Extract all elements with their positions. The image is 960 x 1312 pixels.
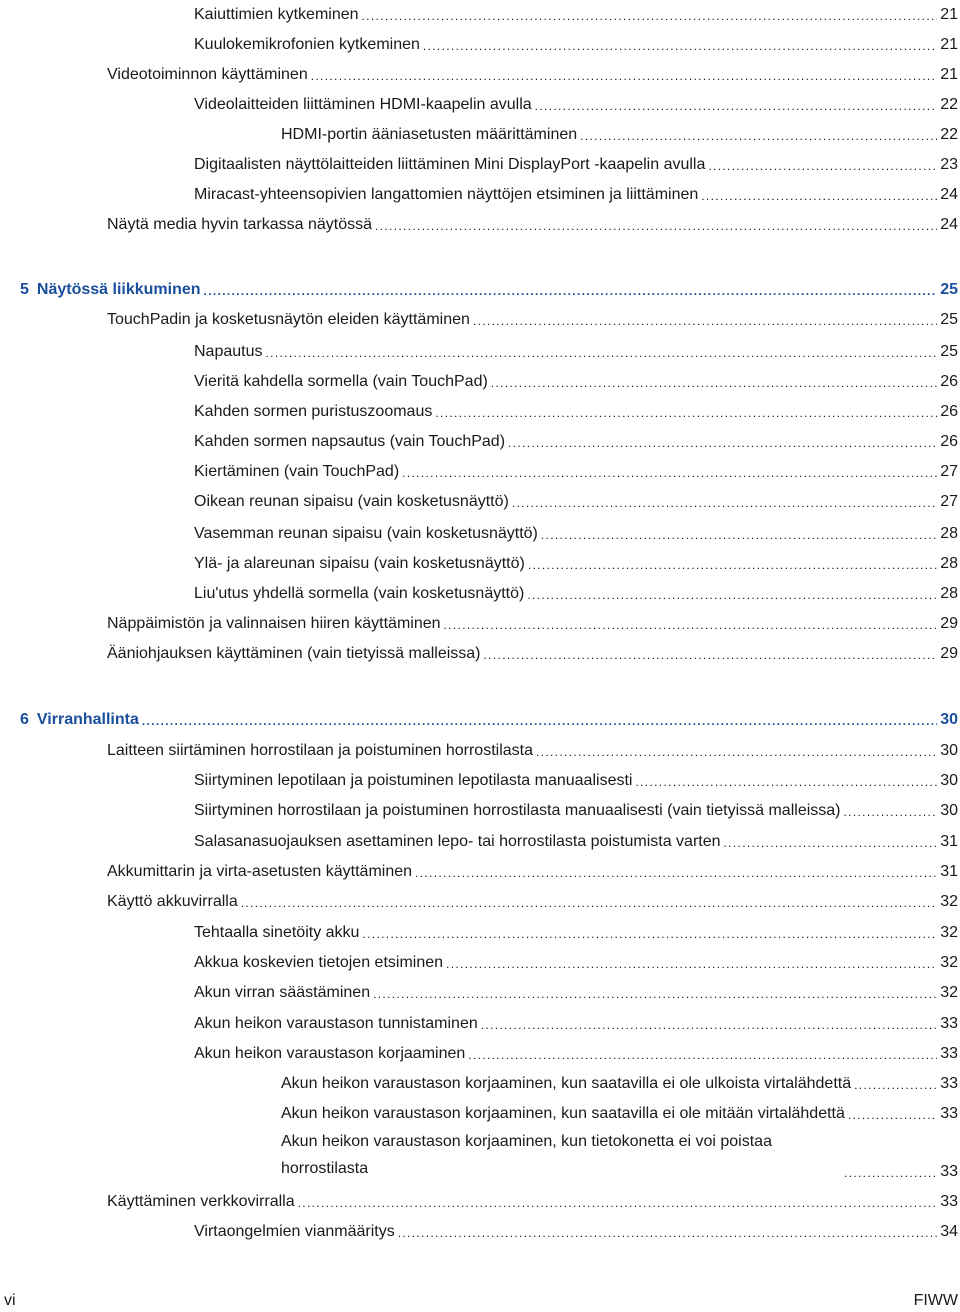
toc-entry-page: 25 (940, 343, 958, 360)
toc-entry[interactable] (194, 514, 958, 544)
toc-entry-page: 31 (940, 863, 958, 880)
leader-dots (635, 773, 937, 787)
toc-entry[interactable] (107, 1182, 958, 1212)
footer-doc-code: FIWW (913, 1292, 958, 1309)
leader-dots (204, 282, 938, 296)
leader-dots (142, 712, 937, 726)
toc-entry-page: 33 (940, 1193, 958, 1210)
toc-entry-page: 21 (940, 36, 958, 53)
toc-entry-page: 29 (940, 645, 958, 662)
toc-entry-page: 21 (940, 66, 958, 83)
toc-entry[interactable] (194, 422, 958, 452)
chapter-number: 6 (20, 711, 29, 728)
leader-dots (266, 344, 938, 358)
toc-entry-page: 33 (940, 1075, 958, 1092)
leader-dots (491, 374, 937, 388)
toc-entry-title: Ylä- ja alareunan sipaisu (vain kosketusnäyttö) (194, 555, 525, 572)
toc-entry[interactable] (194, 574, 958, 604)
toc-entry[interactable] (281, 1064, 958, 1094)
leader-dots (541, 526, 937, 540)
toc-entry-title: Napautus (194, 343, 263, 360)
toc-entry[interactable] (281, 1094, 958, 1124)
toc-entry-page: 26 (940, 403, 958, 420)
toc-entry-title: Virtaongelmien vianmääritys (194, 1223, 395, 1240)
toc-entry-page: 32 (940, 893, 958, 910)
toc-entry-title: Kahden sormen napsautus (vain TouchPad) (194, 433, 506, 450)
leader-dots (508, 434, 937, 448)
toc-entry-title: Käyttö akkuvirralla (107, 893, 238, 910)
toc-entry[interactable] (194, 362, 958, 392)
toc-entry-title: Videotoiminnon käyttäminen (107, 66, 308, 83)
toc-entry-title: Akkumittarin ja virta-asetusten käyttäminen (107, 863, 413, 880)
toc-entry[interactable] (107, 731, 958, 761)
toc-entry[interactable] (194, 482, 958, 512)
toc-entry-page: 33 (940, 1163, 958, 1180)
toc-entry-page: 26 (940, 433, 958, 450)
toc-entry-title: Oikean reunan sipaisu (vain kosketusnäyttö) (194, 493, 509, 510)
toc-entry-title: Käyttäminen verkkovirralla (107, 1193, 295, 1210)
toc-entry-title: Akun heikon varaustason korjaaminen, kun saatavilla ei ole ulkoista virtalähdettä (281, 1075, 852, 1092)
toc-entry[interactable] (107, 55, 958, 85)
leader-dots (362, 925, 937, 939)
toc-entry-page: 26 (940, 373, 958, 390)
toc-entry-page: 30 (940, 711, 958, 728)
toc-entry-page: 28 (940, 585, 958, 602)
leader-dots (527, 586, 937, 600)
toc-entry[interactable] (194, 544, 958, 574)
toc-entry-page: 33 (940, 1105, 958, 1122)
toc-chapter[interactable] (20, 700, 958, 730)
toc-entry-title: Kahden sormen puristuszoomaus (194, 403, 433, 420)
toc-entry[interactable] (107, 300, 958, 330)
toc-entry[interactable] (194, 452, 958, 482)
toc-entry-title: Ääniohjauksen käyttäminen (vain tietyissä malleissa) (107, 645, 481, 662)
footer-page-label: vi (4, 1292, 16, 1309)
toc-entry[interactable] (194, 332, 958, 362)
leader-dots (444, 616, 938, 630)
leader-dots (701, 187, 937, 201)
toc-entry-page: 32 (940, 984, 958, 1001)
toc-entry-title: Näytössä liikkuminen (36, 281, 201, 298)
toc-entry-page: 25 (940, 281, 958, 298)
toc-entry[interactable] (194, 145, 958, 175)
toc-entry-title: Vieritä kahdella sormella (vain TouchPad) (194, 373, 488, 390)
toc-entry[interactable] (107, 604, 958, 634)
chapter-number: 5 (20, 281, 29, 298)
toc-entry-title: Laitteen siirtäminen horrostilaan ja poistuminen horrostilasta (107, 742, 533, 759)
toc-entry-page: 25 (940, 311, 958, 328)
toc-entry[interactable] (194, 1004, 958, 1034)
toc-entry-page: 28 (940, 555, 958, 572)
toc-entry-title: Tehtaalla sinetöity akku (194, 924, 360, 941)
leader-dots (484, 646, 938, 660)
toc-entry-page: 22 (940, 126, 958, 143)
leader-dots (373, 985, 937, 999)
toc-entry-page: 30 (940, 772, 958, 789)
toc-entry-page: 21 (940, 6, 958, 23)
leader-dots (415, 864, 937, 878)
toc-entry[interactable] (194, 85, 958, 115)
toc-entry-page: 29 (940, 615, 958, 632)
toc-entry-title: Kaiuttimien kytkeminen (194, 6, 359, 23)
toc-entry-page: 33 (940, 1015, 958, 1032)
toc-entry-title: Kuulokemikrofonien kytkeminen (194, 36, 420, 53)
leader-dots (402, 464, 937, 478)
toc-entry-page: 27 (940, 493, 958, 510)
toc-entry-title: Vasemman reunan sipaisu (vain kosketusnäyttö) (194, 525, 538, 542)
toc-entry-page: 24 (940, 186, 958, 203)
toc-entry[interactable] (194, 1034, 958, 1064)
toc-entry-title: HDMI-portin ääniasetusten määrittäminen (281, 126, 578, 143)
toc-entry-page: 23 (940, 156, 958, 173)
toc-entry-page: 22 (940, 96, 958, 113)
toc-entry[interactable] (107, 882, 958, 912)
toc-entry-page: 31 (940, 833, 958, 850)
toc-entry-page: 30 (940, 802, 958, 819)
leader-dots (423, 37, 937, 51)
leader-dots (844, 803, 938, 817)
toc-entry-title: Näppäimistön ja valinnaisen hiiren käyttäminen (107, 615, 441, 632)
leader-dots (848, 1106, 937, 1120)
leader-dots (311, 67, 937, 81)
toc-entry-title: Akkua koskevien tietojen etsiminen (194, 954, 444, 971)
toc-entry-page: 27 (940, 463, 958, 480)
leader-dots (375, 217, 937, 231)
leader-dots (473, 312, 937, 326)
toc-entry-page: 33 (940, 1045, 958, 1062)
toc-entry[interactable] (107, 852, 958, 882)
toc-entry[interactable] (194, 822, 958, 852)
toc-entry[interactable] (194, 761, 958, 791)
toc-entry-title: Näytä media hyvin tarkassa näytössä (107, 216, 373, 233)
toc-entry[interactable] (194, 392, 958, 422)
toc-entry-title: Akun virran säästäminen (194, 984, 371, 1001)
leader-dots (512, 494, 937, 508)
toc-entry-title: Virranhallinta (36, 711, 139, 728)
toc-entry[interactable] (281, 115, 958, 145)
toc-entry[interactable] (194, 943, 958, 973)
toc-entry-title: Akun heikon varaustason korjaaminen (194, 1045, 466, 1062)
toc-entry-title: Miracast-yhteensopivien langattomien näyttöjen etsiminen ja liittäminen (194, 186, 699, 203)
toc-entry-title: Akun heikon varaustason tunnistaminen (194, 1015, 478, 1032)
toc-entry[interactable] (194, 1212, 958, 1242)
toc-entry-title: Salasanasuojauksen asettaminen lepo- tai horrostilasta poistumista varten (194, 833, 721, 850)
leader-dots (536, 743, 937, 757)
toc-entry[interactable] (194, 913, 958, 943)
leader-dots (854, 1076, 937, 1090)
toc-entry-title: Akun heikon varaustason korjaaminen, kun tietokonetta ei voi poistaa horrostilasta (281, 1133, 772, 1177)
toc-entry[interactable] (107, 205, 958, 235)
toc-entry-title: Akun heikon varaustason korjaaminen, kun saatavilla ei ole mitään virtalähdettä (281, 1105, 845, 1122)
toc-entry-page: 32 (940, 924, 958, 941)
toc-entry[interactable] (194, 791, 958, 821)
toc-entry[interactable] (107, 634, 958, 664)
toc-entry[interactable] (194, 25, 958, 55)
leader-dots (362, 7, 938, 21)
leader-dots (446, 955, 937, 969)
leader-dots (844, 1164, 937, 1178)
toc-entry-title: Videolaitteiden liittäminen HDMI-kaapelin avulla (194, 96, 532, 113)
leader-dots (708, 157, 937, 171)
leader-dots (241, 894, 937, 908)
toc-entry-title: Digitaalisten näyttölaitteiden liittäminen Mini DisplayPort -kaapelin avulla (194, 156, 706, 173)
toc-entry[interactable] (194, 973, 958, 1003)
leader-dots (435, 404, 937, 418)
leader-dots (398, 1224, 938, 1238)
leader-dots (580, 127, 937, 141)
leader-dots (481, 1016, 937, 1030)
toc-entry[interactable] (281, 1126, 958, 1182)
toc-entry-page: 24 (940, 216, 958, 233)
leader-dots (724, 834, 938, 848)
leader-dots (535, 97, 938, 111)
toc-entry-page: 30 (940, 742, 958, 759)
toc-entry[interactable] (194, 175, 958, 205)
leader-dots (528, 556, 937, 570)
toc-chapter[interactable] (20, 270, 958, 300)
toc-entry-title: Kiertäminen (vain TouchPad) (194, 463, 400, 480)
leader-dots (468, 1046, 937, 1060)
toc-entry-title: TouchPadin ja kosketusnäytön eleiden käyttäminen (107, 311, 470, 328)
toc-entry-title: Siirtyminen lepotilaan ja poistuminen lepotilasta manuaalisesti (194, 772, 633, 789)
toc-entry-page: 32 (940, 954, 958, 971)
toc-entry-page: 34 (940, 1223, 958, 1240)
toc-entry[interactable] (194, 0, 958, 25)
toc-entry-title: Siirtyminen horrostilaan ja poistuminen horrostilasta manuaalisesti (vain tietyissä malleissa) (194, 802, 841, 819)
leader-dots (298, 1194, 938, 1208)
toc-entry-page: 28 (940, 525, 958, 542)
toc-entry-title: Liu'utus yhdellä sormella (vain kosketusnäyttö) (194, 585, 525, 602)
